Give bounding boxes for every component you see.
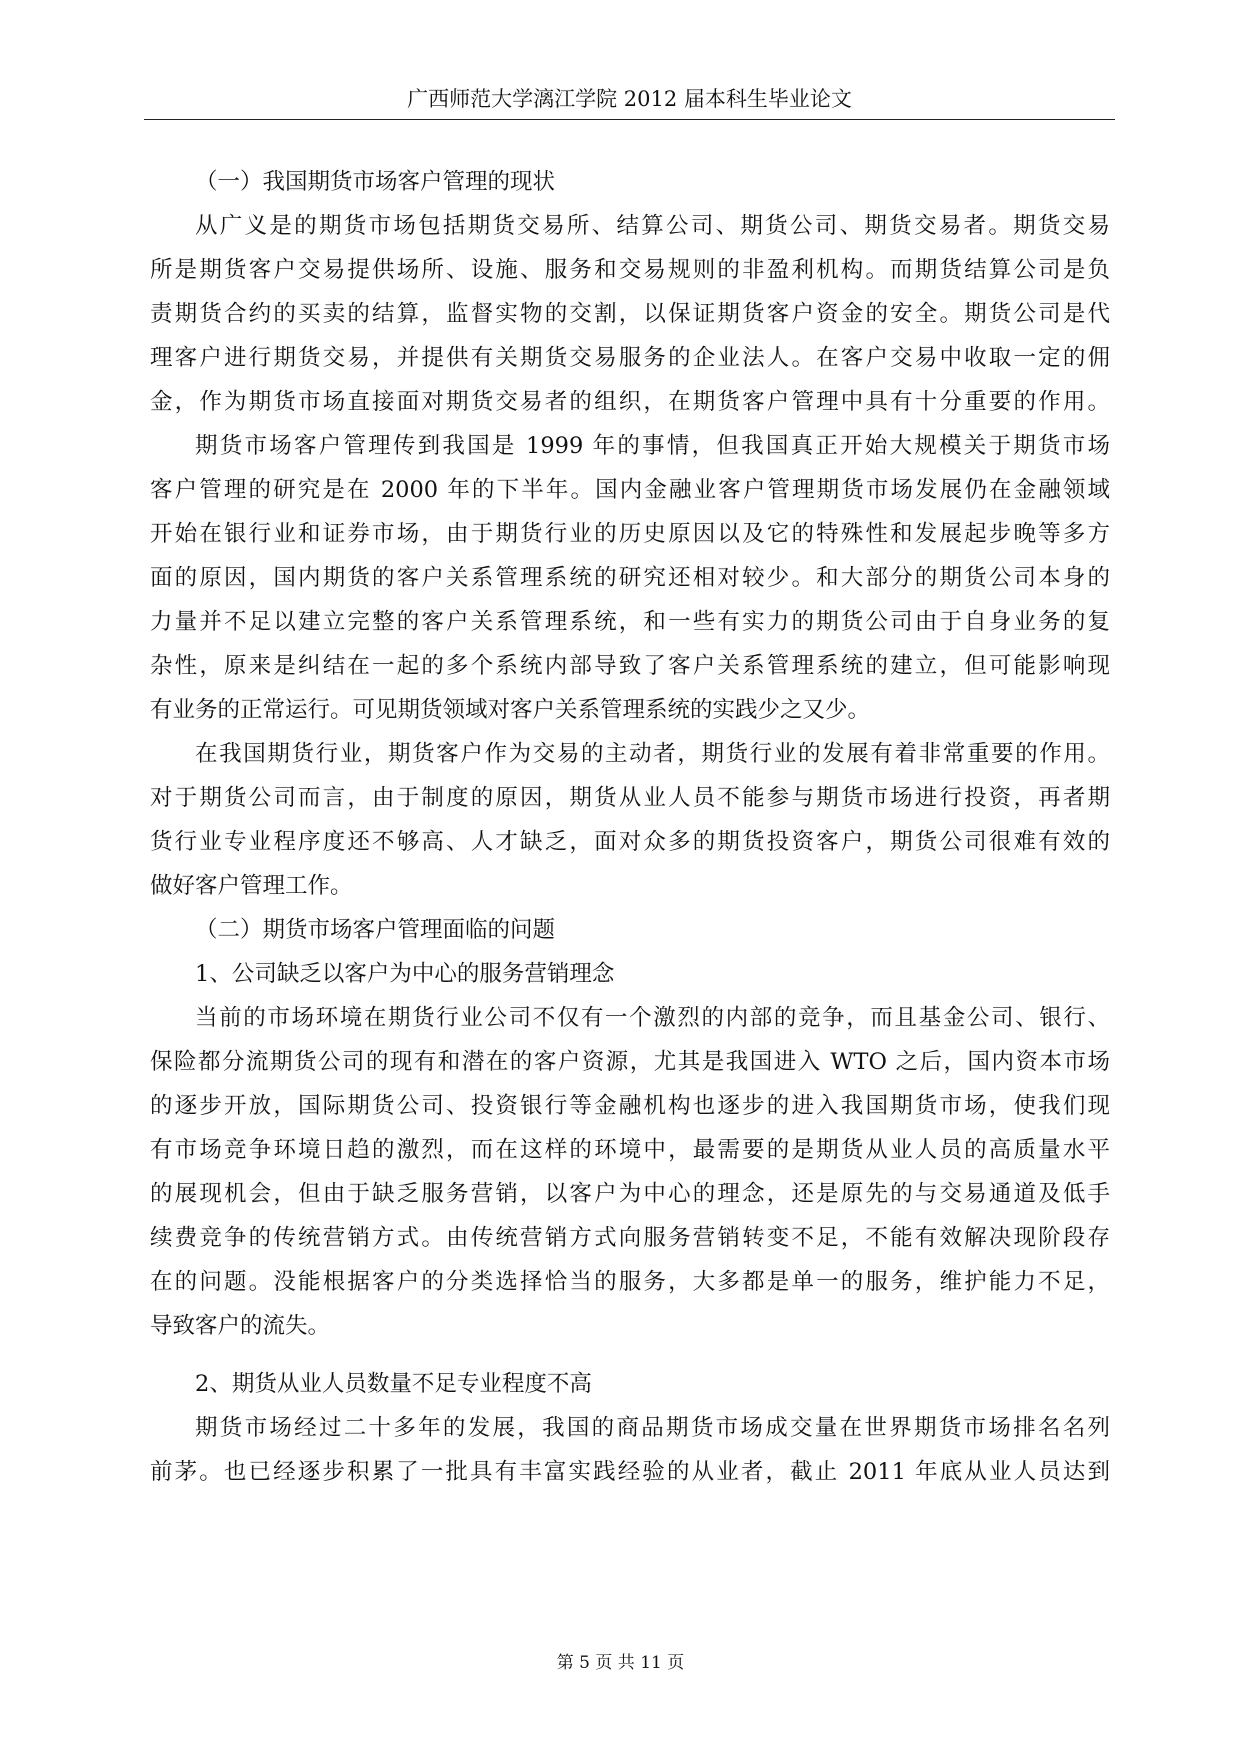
paragraph-line: 所是期货客户交易提供场所、设施、服务和交易规则的非盈利机构。而期货结算公司是负 — [150, 257, 1110, 283]
subsection-heading: 2、期货从业人员数量不足专业程度不高 — [195, 1371, 592, 1397]
paragraph-line: 对于期货公司而言，由于制度的原因，期货从业人员不能参与期货市场进行投资，再者期 — [150, 785, 1110, 811]
page-header — [144, 86, 1115, 120]
paragraph-line: 期货市场经过二十多年的发展，我国的商品期货市场成交量在世界期货市场排名名列 — [195, 1415, 1110, 1441]
spacer — [150, 1348, 1110, 1362]
paragraph-line: 有市场竞争环境日趋的激烈，而在这样的环境中，最需要的是期货从业人员的高质量水平 — [150, 1137, 1110, 1163]
paragraph-line: 从广义是的期货市场包括期货交易所、结算公司、期货公司、期货交易者。期货交易 — [195, 213, 1110, 239]
paragraph-line: 当前的市场环境在期货行业公司不仅有一个激烈的内部的竞争，而且基金公司、银行、 — [195, 1005, 1110, 1031]
paragraph-line: 在我国期货行业，期货客户作为交易的主动者，期货行业的发展有着非常重要的作用。 — [195, 741, 1110, 767]
header-title: 广西师范大学漓江学院 2012 届本科生毕业论文 — [407, 87, 852, 111]
paragraph-line: 力量并不足以建立完整的客户关系管理系统，和一些有实力的期货公司由于自身业务的复 — [150, 609, 1110, 635]
paragraph-line: 续费竞争的传统营销方式。由传统营销方式向服务营销转变不足，不能有效解决现阶段存 — [150, 1225, 1110, 1251]
paragraph-line: 杂性，原来是纠结在一起的多个系统内部导致了客户关系管理系统的建立，但可能影响现 — [150, 653, 1110, 679]
section-heading: （二）期货市场客户管理面临的问题 — [195, 917, 556, 943]
paragraph-line: 面的原因，国内期货的客户关系管理系统的研究还相对较少。和大部分的期货公司本身的 — [150, 565, 1110, 591]
paragraph-line: 期货市场客户管理传到我国是 1999 年的事情，但我国真正开始大规模关于期货市场 — [195, 433, 1110, 459]
paragraph-line: 有业务的正常运行。可见期货领域对客户关系管理系统的实践少之又少。 — [150, 697, 871, 723]
paragraph-line: 客户管理的研究是在 2000 年的下半年。国内金融业客户管理期货市场发展仍在金融领域 — [150, 477, 1110, 503]
section-heading: （一）我国期货市场客户管理的现状 — [195, 169, 556, 195]
paragraph-line: 的展现机会，但由于缺乏服务营销，以客户为中心的理念，还是原先的与交易通道及低手 — [150, 1181, 1110, 1207]
page-number: 第 5 页 共 11 页 — [556, 1653, 685, 1673]
document-body — [150, 160, 1110, 1494]
paragraph-line: 在的问题。没能根据客户的分类选择恰当的服务，大多都是单一的服务，维护能力不足， — [150, 1269, 1110, 1295]
paragraph-line: 保险都分流期货公司的现有和潜在的客户资源，尤其是我国进入 WTO 之后，国内资本市场 — [150, 1049, 1110, 1075]
subsection-heading: 1、公司缺乏以客户为中心的服务营销理念 — [195, 961, 615, 987]
paragraph-line: 金，作为期货市场直接面对期货交易者的组织，在期货客户管理中具有十分重要的作用。 — [150, 389, 1110, 415]
paragraph-line: 责期货合约的买卖的结算，监督实物的交割，以保证期货客户资金的安全。期货公司是代 — [150, 301, 1110, 327]
paragraph-line: 开始在银行业和证券市场，由于期货行业的历史原因以及它的特殊性和发展起步晚等多方 — [150, 521, 1110, 547]
paragraph-line: 的逐步开放，国际期货公司、投资银行等金融机构也逐步的进入我国期货市场，使我们现 — [150, 1093, 1110, 1119]
paragraph-line: 前茅。也已经逐步积累了一批具有丰富实践经验的从业者，截止 2011 年底从业人员达到 — [150, 1459, 1110, 1485]
paragraph-line: 导致客户的流失。 — [150, 1313, 331, 1339]
paragraph-line: 货行业专业程序度还不够高、人才缺乏，面对众多的期货投资客户，期货公司很难有效的 — [150, 829, 1110, 855]
page-footer — [0, 1652, 1241, 1674]
paragraph-line: 做好客户管理工作。 — [150, 873, 353, 899]
paragraph-line: 理客户进行期货交易，并提供有关期货交易服务的企业法人。在客户交易中收取一定的佣 — [150, 345, 1110, 371]
